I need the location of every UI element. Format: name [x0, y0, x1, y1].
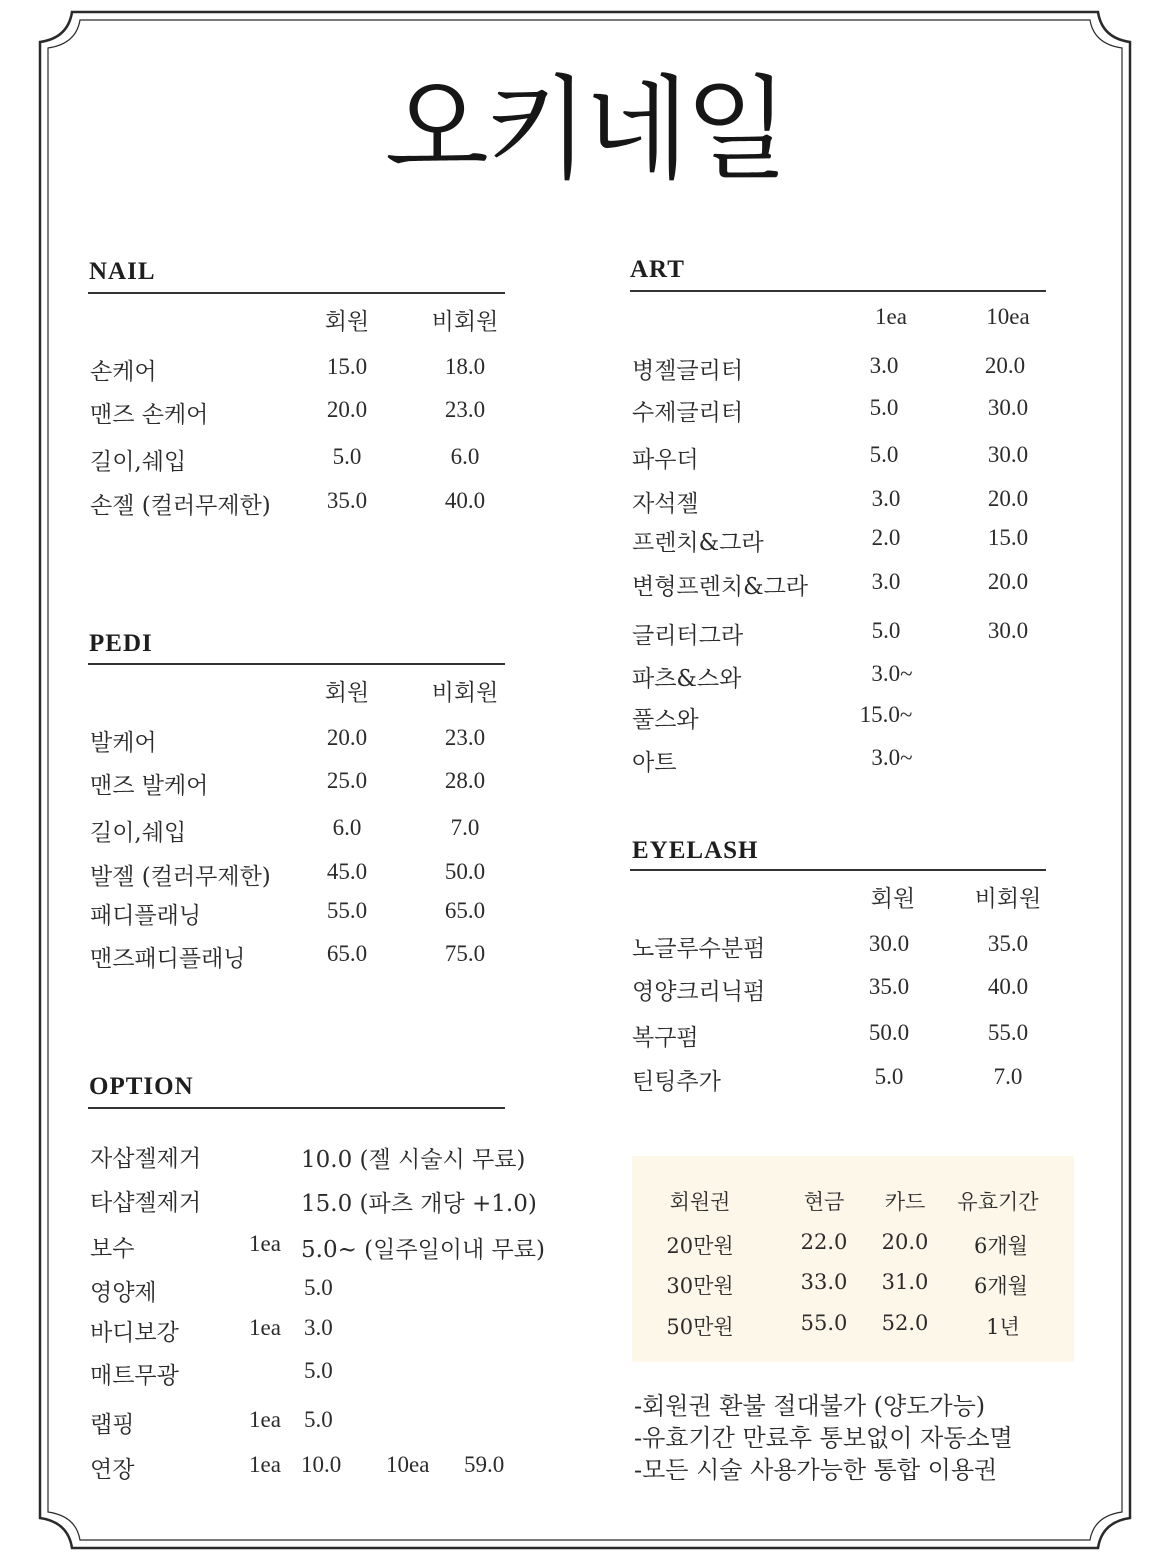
nail-item-name: 손젤 (컬러무제한): [90, 493, 271, 519]
membership-card-price: 20.0: [881, 1230, 929, 1254]
shop-title: 오키네일: [384, 65, 786, 195]
membership-cash-price: 55.0: [800, 1311, 848, 1335]
membership-col-validity: 유효기간: [957, 1190, 1039, 1214]
nail-item-member-price: 15.0: [326, 354, 368, 379]
art-item-ten-price: 30.0: [987, 395, 1029, 420]
art-item-single-price: 5.0: [871, 618, 901, 643]
membership-card-price: 31.0: [881, 1270, 929, 1294]
pedi-item-name: 맨즈 발케어: [90, 773, 209, 799]
option-item-price: 5.0: [304, 1407, 333, 1432]
art-item-name: 글리터그라: [632, 623, 744, 649]
eyelash-item-member-price: 35.0: [868, 974, 910, 999]
membership-ticket: 30만원: [666, 1274, 734, 1298]
pedi-divider: [88, 663, 505, 665]
art-item-name: 수제글리터: [632, 400, 744, 426]
eyelash-item-member-price: 30.0: [868, 931, 910, 956]
membership-validity: 6개월: [974, 1234, 1028, 1258]
pedi-item-name: 발젤 (컬러무제한): [90, 864, 271, 890]
pedi-col-nonmember: 비회원: [431, 680, 499, 706]
eyelash-item-nonmember-price: 55.0: [987, 1020, 1029, 1045]
pedi-item-nonmember-price: 50.0: [444, 859, 486, 884]
pedi-col-member: 회원: [324, 680, 370, 706]
art-item-single-price: 3.0~: [871, 745, 913, 770]
membership-col-cash: 현금: [803, 1190, 845, 1214]
art-item-single-price: 5.0: [869, 442, 899, 467]
art-item-name: 파츠&스와: [632, 666, 742, 692]
art-item-ten-price: 20.0: [987, 569, 1029, 594]
option-item-price: 5.0: [304, 1358, 333, 1383]
option-item-unit: 1ea: [249, 1315, 281, 1340]
option-item-unit: 1ea: [249, 1407, 281, 1432]
art-divider: [630, 290, 1046, 292]
option-item-name: 자삽젤제거: [90, 1146, 202, 1172]
pedi-item-nonmember-price: 75.0: [444, 941, 486, 966]
option-item-name: 보수: [90, 1236, 135, 1262]
option-item-name: 바디보강: [90, 1320, 179, 1346]
nail-item-nonmember-price: 18.0: [444, 354, 486, 379]
nail-item-member-price: 35.0: [326, 488, 368, 513]
membership-ticket: 20만원: [666, 1234, 734, 1258]
eyelash-item-name: 노글루수분펌: [632, 936, 766, 962]
option-item-name: 매트무광: [90, 1363, 179, 1389]
eyelash-item-name: 틴팅추가: [632, 1069, 721, 1095]
art-item-single-price: 5.0: [869, 395, 899, 420]
pedi-item-nonmember-price: 7.0: [450, 815, 480, 840]
pedi-item-name: 길이,쉐입: [90, 820, 187, 846]
membership-validity: 1년: [986, 1315, 1020, 1339]
art-item-single-price: 3.0: [871, 569, 901, 594]
eyelash-item-member-price: 50.0: [868, 1020, 910, 1045]
pedi-item-member-price: 20.0: [326, 725, 368, 750]
membership-validity: 6개월: [974, 1274, 1028, 1298]
option-item-price: 3.0: [304, 1315, 333, 1340]
option-item-name: 연장: [90, 1457, 135, 1483]
art-item-single-price: 3.0: [871, 486, 901, 511]
pedi-item-name: 패디플래닝: [90, 903, 202, 929]
art-col-single: 1ea: [875, 304, 907, 329]
pedi-item-member-price: 45.0: [326, 859, 368, 884]
art-item-ten-price: 30.0: [987, 442, 1029, 467]
art-item-name: 자석젤: [632, 491, 699, 517]
membership-note: -유효기간 만료후 통보없이 자동소멸: [634, 1424, 1013, 1452]
eyelash-item-member-price: 5.0: [874, 1064, 904, 1089]
art-item-name: 풀스와: [632, 707, 699, 733]
nail-divider: [88, 292, 505, 294]
nail-item-name: 맨즈 손케어: [90, 402, 209, 428]
art-section-heading: ART: [630, 256, 685, 283]
eyelash-divider: [630, 869, 1046, 871]
art-item-name: 프렌치&그라: [632, 530, 764, 556]
pedi-item-name: 맨즈패디플래닝: [90, 946, 246, 972]
art-col-ten: 10ea: [986, 304, 1030, 329]
option-item-price: 10.0 (젤 시술시 무료): [301, 1147, 526, 1173]
art-item-single-price: 2.0: [871, 525, 901, 550]
option-item-unit: 1ea: [249, 1231, 281, 1256]
eyelash-item-nonmember-price: 35.0: [987, 931, 1029, 956]
art-item-name: 변형프렌치&그라: [632, 574, 808, 600]
art-item-single-price: 3.0~: [871, 661, 913, 686]
art-item-single-price: 15.0~: [859, 702, 913, 727]
option-item-price: 15.0 (파츠 개당 +1.0): [301, 1191, 537, 1217]
option-item-price: 10.0: [301, 1452, 342, 1477]
pedi-item-member-price: 65.0: [326, 941, 368, 966]
option-item-name: 영양제: [90, 1280, 157, 1306]
art-item-ten-price: 15.0: [987, 525, 1029, 550]
membership-col-ticket: 회원권: [669, 1190, 731, 1214]
nail-item-nonmember-price: 6.0: [450, 444, 480, 469]
pedi-item-name: 발케어: [90, 730, 157, 756]
option-item-price: 5.0: [304, 1275, 333, 1300]
nail-item-name: 길이,쉐입: [90, 449, 187, 475]
eyelash-item-nonmember-price: 40.0: [987, 974, 1029, 999]
eyelash-col-member: 회원: [870, 886, 916, 912]
pedi-item-nonmember-price: 28.0: [444, 768, 486, 793]
eyelash-item-name: 영양크리닉펌: [632, 979, 766, 1005]
option-item-unit-bulk: 10ea: [386, 1452, 430, 1477]
option-item-price-bulk: 59.0: [464, 1452, 505, 1477]
art-item-name: 파우더: [632, 447, 699, 473]
pedi-item-nonmember-price: 23.0: [444, 725, 486, 750]
nail-col-member: 회원: [324, 309, 370, 335]
nail-section-heading: NAIL: [89, 258, 156, 285]
pedi-item-member-price: 25.0: [326, 768, 368, 793]
art-item-single-price: 3.0: [869, 353, 899, 378]
nail-col-nonmember: 비회원: [431, 309, 499, 335]
art-item-ten-price: 20.0: [984, 353, 1026, 378]
option-item-unit: 1ea: [249, 1452, 281, 1477]
membership-card-price: 52.0: [881, 1311, 929, 1335]
membership-note: -모든 시술 사용가능한 통합 이용권: [634, 1456, 998, 1484]
membership-col-card: 카드: [884, 1190, 926, 1214]
eyelash-item-nonmember-price: 7.0: [993, 1064, 1023, 1089]
nail-item-name: 손케어: [90, 359, 157, 385]
membership-note: -회원권 환불 절대불가 (양도가능): [634, 1392, 986, 1420]
option-section-heading: OPTION: [89, 1073, 194, 1100]
pedi-item-member-price: 55.0: [326, 898, 368, 923]
art-item-ten-price: 20.0: [987, 486, 1029, 511]
option-item-name: 랩핑: [90, 1412, 135, 1438]
nail-item-member-price: 5.0: [332, 444, 362, 469]
art-item-name: 병젤글리터: [632, 358, 744, 384]
option-item-name: 타샵젤제거: [90, 1190, 202, 1216]
pedi-item-nonmember-price: 65.0: [444, 898, 486, 923]
option-divider: [88, 1107, 505, 1109]
nail-item-nonmember-price: 23.0: [444, 397, 486, 422]
eyelash-section-heading: EYELASH: [632, 837, 759, 864]
option-item-price: 5.0~ (일주일이내 무료): [301, 1237, 545, 1263]
art-item-ten-price: 30.0: [987, 618, 1029, 643]
eyelash-col-nonmember: 비회원: [974, 886, 1042, 912]
membership-cash-price: 33.0: [800, 1270, 848, 1294]
membership-cash-price: 22.0: [800, 1230, 848, 1254]
nail-item-member-price: 20.0: [326, 397, 368, 422]
pedi-item-member-price: 6.0: [332, 815, 362, 840]
art-item-name: 아트: [632, 750, 677, 776]
pedi-section-heading: PEDI: [89, 630, 153, 657]
nail-item-nonmember-price: 40.0: [444, 488, 486, 513]
eyelash-item-name: 복구펌: [632, 1025, 699, 1051]
membership-ticket: 50만원: [666, 1315, 734, 1339]
